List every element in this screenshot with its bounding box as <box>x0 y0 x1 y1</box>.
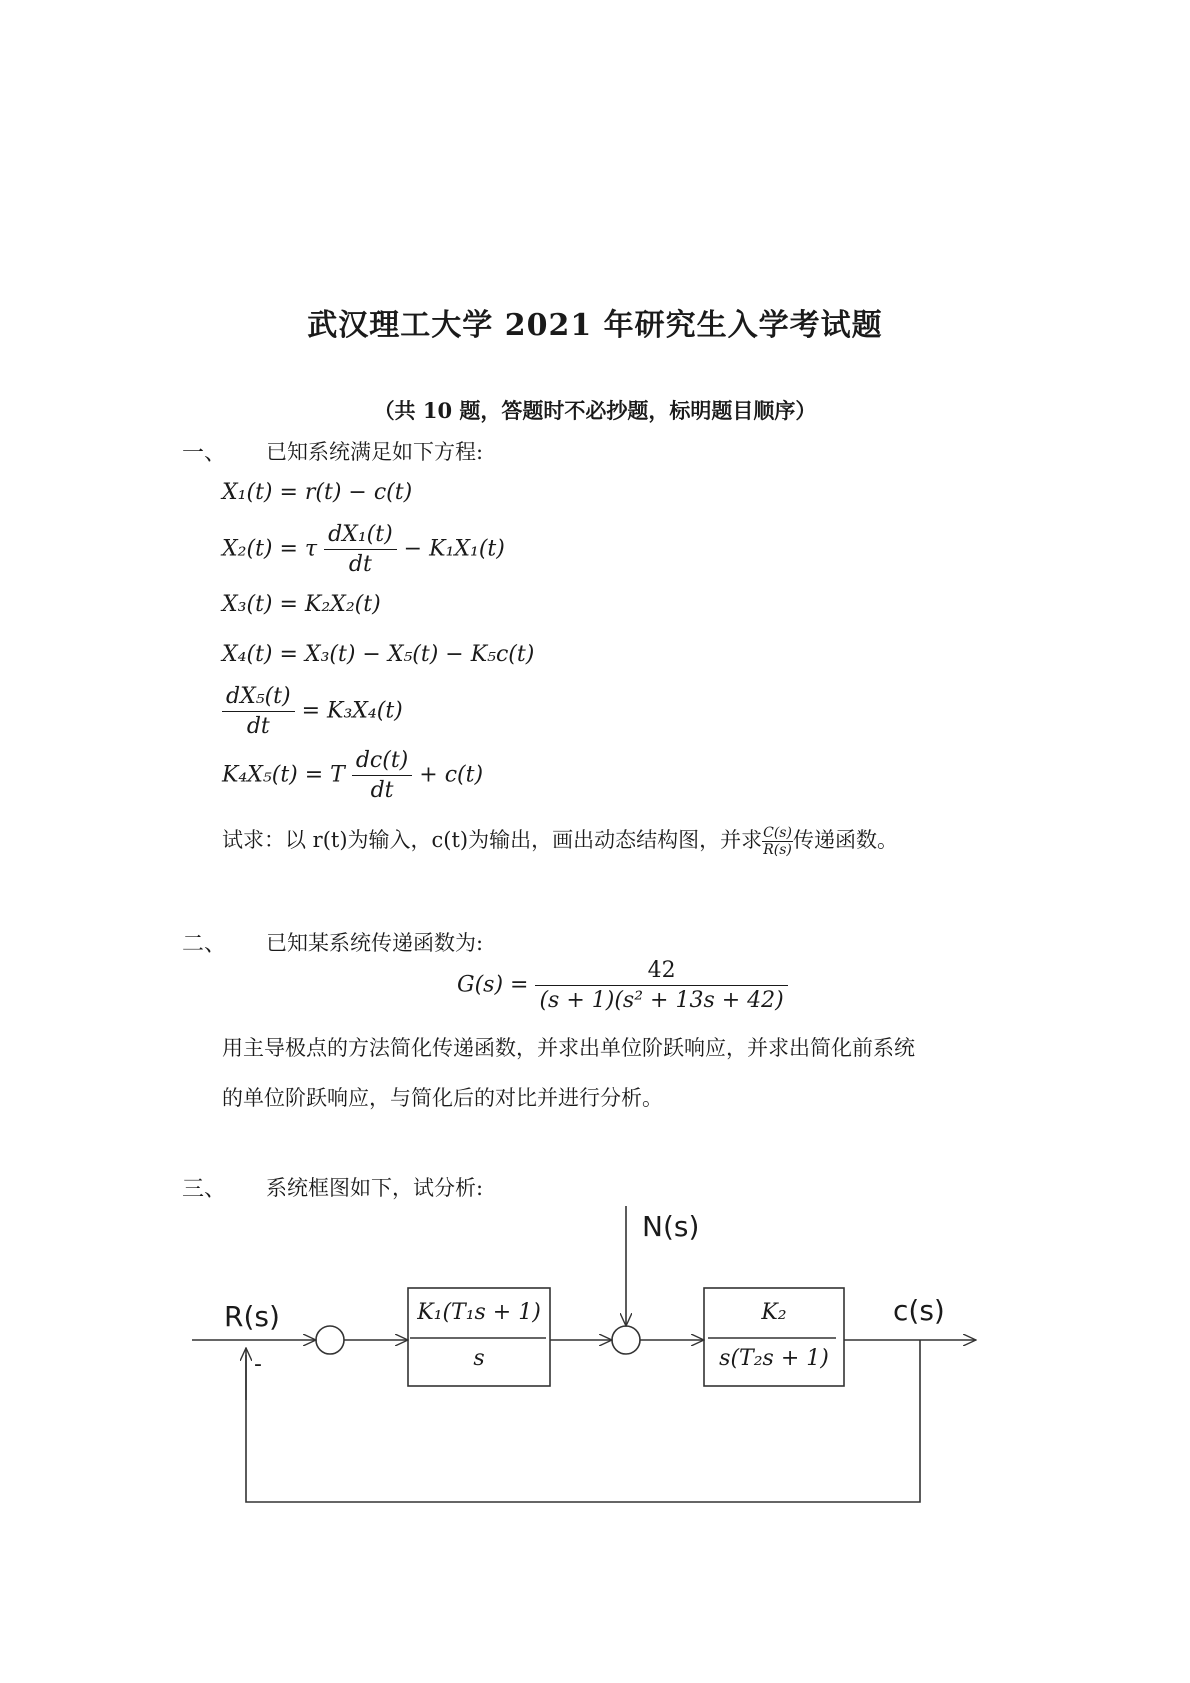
q2-lhs: G(s) = <box>457 972 529 998</box>
q3-number: 三、 <box>182 1177 227 1202</box>
eq2-numerator: dX₁(t) <box>328 522 393 547</box>
block-1-denominator: s <box>473 1346 485 1371</box>
page-title: 武汉理工大学 2021 年研究生入学考试题 <box>307 308 883 343</box>
q1-equation-3: X₃(t) = K₂X₂(t) <box>222 592 381 617</box>
summing-junction-2 <box>612 1326 640 1354</box>
eq2-lhs: X₂(t) = τ <box>222 536 318 562</box>
q1-equation-1: X₁(t) = r(t) − c(t) <box>222 480 413 505</box>
eq2-denominator: dt <box>324 549 397 577</box>
eq5-denominator: dt <box>222 711 295 739</box>
eq6-lhs: K₄X₅(t) = T <box>222 762 345 788</box>
summing-junction-1 <box>316 1326 344 1354</box>
q1-task-post: 传递函数。 <box>792 828 898 852</box>
eq6-numerator: dc(t) <box>355 748 409 773</box>
eq6-denominator: dt <box>352 775 412 803</box>
q1-number: 一、 <box>182 441 227 466</box>
q3-heading: 系统框图如下，试分析: <box>266 1176 484 1200</box>
input-label: R(s) <box>224 1300 280 1333</box>
q1-heading: 已知系统满足如下方程: <box>266 440 484 464</box>
eq5-numerator: dX₅(t) <box>226 684 291 709</box>
q1-equation-4: X₄(t) = X₃(t) − X₅(t) − K₅c(t) <box>222 642 535 667</box>
q2-numerator: 42 <box>647 958 676 983</box>
output-label: c(s) <box>893 1294 945 1327</box>
q2-number: 二、 <box>182 932 227 957</box>
eq5-rhs: = K₃X₄(t) <box>301 698 403 724</box>
q1-task-num: C(s) <box>763 825 792 841</box>
q2-line-1: 用主导极点的方法简化传递函数，并求出单位阶跃响应，并求出简化前系统 <box>222 1036 915 1060</box>
eq2-rhs: − K₁X₁(t) <box>403 536 505 562</box>
q2-denominator: (s + 1)(s² + 13s + 42) <box>535 985 787 1013</box>
page-subtitle: （共 10 题，答题时不必抄题，标明题目顺序） <box>373 398 817 423</box>
disturbance-label: N(s) <box>642 1210 700 1243</box>
q1-task-pre: 试求：以 r(t)为输入，c(t)为输出，画出动态结构图，并求 <box>222 828 763 852</box>
q2-line-2: 的单位阶跃响应，与简化后的对比并进行分析。 <box>222 1086 663 1110</box>
block-2-numerator: K₂ <box>761 1300 787 1325</box>
q1-task-den: R(s) <box>763 842 792 858</box>
q2-heading: 已知某系统传递函数为: <box>266 931 484 955</box>
feedback-minus-sign: - <box>254 1352 262 1377</box>
block-2-denominator: s(T₂s + 1) <box>719 1346 829 1371</box>
eq6-rhs: + c(t) <box>419 762 484 788</box>
block-1-numerator: K₁(T₁s + 1) <box>417 1300 541 1325</box>
